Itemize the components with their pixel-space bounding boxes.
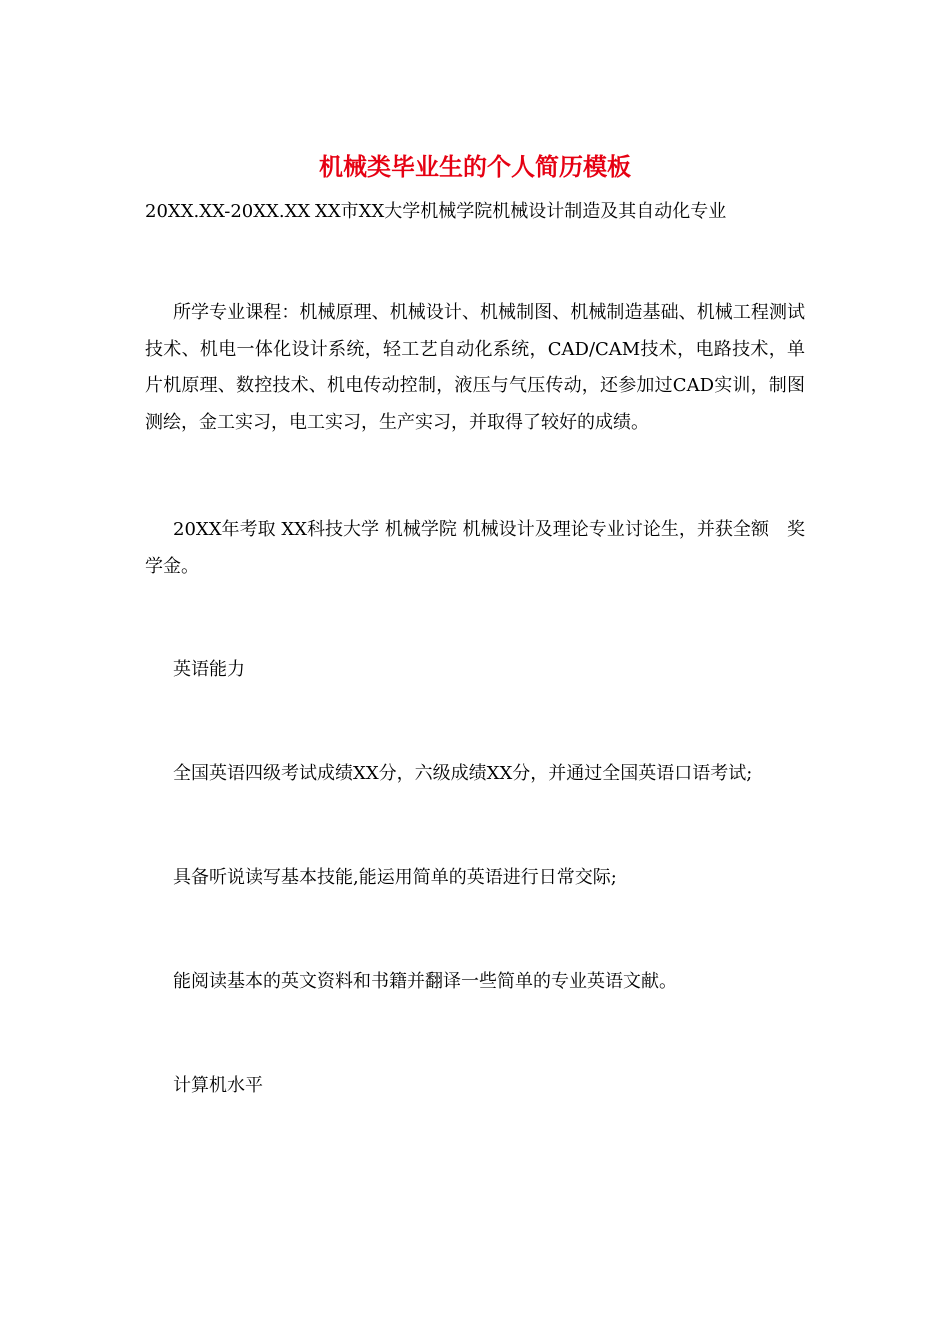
- education-description: XX市XX大学机械学院机械设计制造及其自动化专业: [315, 201, 727, 222]
- english-item-2: 具备听说读写基本技能,能运用简单的英语进行日常交际;: [173, 867, 617, 888]
- education-period: 20XX.XX-20XX.XX: [145, 201, 311, 222]
- document-title: 机械类毕业生的个人简历模板: [319, 152, 631, 181]
- english-heading: 英语能力: [173, 659, 245, 680]
- courses-paragraph: 所学专业课程：机械原理、机械设计、机械制图、机械制造基础、机械工程测试技术、机电一体化设计系统，轻工艺自动化系统，CAD/CAM技术，电路技术，单片机原理、数控技术、机电传动控制，液压与气压传动，还参加过CAD实训，制图测绘，金工实习，电工实习，生产实习，并取得了较好的成绩。: [145, 302, 805, 433]
- graduate-paragraph: 20XX年考取 XX科技大学 机械学院 机械设计及理论专业讨论生，并获全额 奖学金。: [145, 519, 805, 577]
- english-item-1: 全国英语四级考试成绩XX分，六级成绩XX分，并通过全国英语口语考试;: [173, 763, 753, 784]
- computer-heading: 计算机水平: [173, 1075, 263, 1096]
- english-item-3: 能阅读基本的英文资料和书籍并翻译一些简单的专业英语文献。: [173, 971, 677, 992]
